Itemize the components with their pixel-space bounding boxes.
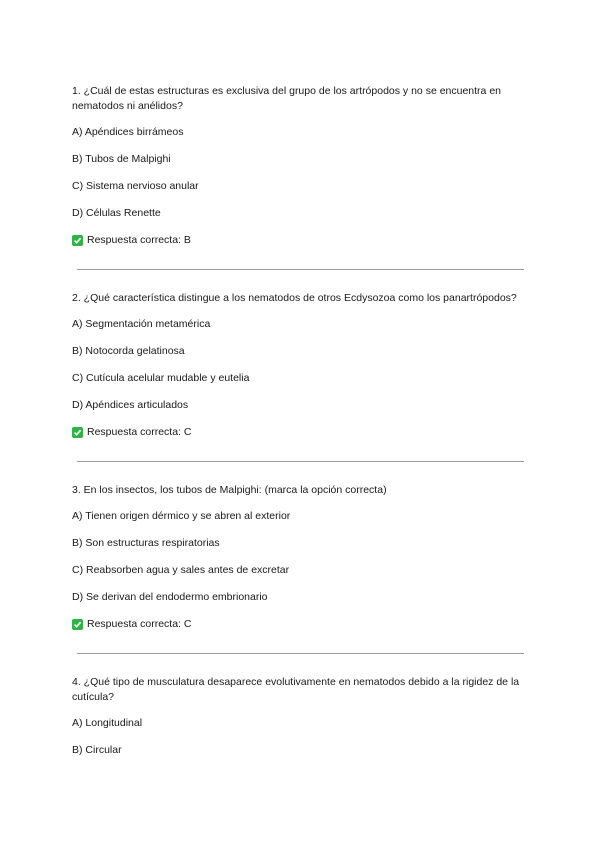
option-b: B) Tubos de Malpighi	[72, 153, 171, 165]
check-mark-icon	[72, 427, 83, 438]
question-4	[72, 675, 528, 758]
check-mark-icon	[72, 235, 83, 246]
option-a: A) Apéndices birrámeos	[72, 126, 184, 138]
correct-answer	[72, 233, 528, 248]
question-text: 2. ¿Qué característica distingue a los nematodos de otros Ecdysozoa como los panartrópodos?	[72, 292, 517, 304]
option-b: B) Notocorda gelatinosa	[72, 345, 185, 357]
question-text: 3. En los insectos, los tubos de Malpighi: (marca la opción correcta)	[72, 484, 387, 496]
option-b: B) Son estructuras respiratorias	[72, 537, 220, 549]
correct-answer-text: Respuesta correcta: C	[87, 618, 192, 630]
option-c: C) Sistema nervioso anular	[72, 180, 199, 192]
question-text: 1. ¿Cuál de estas estructuras es exclusiva del grupo de los artrópodos y no se encuentra en nematodos ni anélidos?	[72, 85, 501, 112]
correct-answer-text: Respuesta correcta: C	[87, 426, 192, 438]
option-a: A) Segmentación metamérica	[72, 318, 211, 330]
divider	[77, 461, 524, 462]
option-b: B) Circular	[72, 744, 122, 756]
option-a: A) Longitudinal	[72, 717, 143, 729]
option-d: D) Células Renette	[72, 207, 161, 219]
option-c: C) Cutícula acelular mudable y eutelia	[72, 372, 250, 384]
option-c: C) Reabsorben agua y sales antes de excretar	[72, 564, 290, 576]
divider	[77, 653, 524, 654]
question-text: 4. ¿Qué tipo de musculatura desaparece evolutivamente en nematodos debido a la rigidez de la cutícula?	[72, 676, 520, 703]
document-page	[72, 84, 528, 770]
correct-answer	[72, 617, 528, 632]
divider	[77, 269, 524, 270]
question-2	[72, 291, 528, 440]
option-a: A) Tienen origen dérmico y se abren al exterior	[72, 510, 291, 522]
question-3	[72, 483, 528, 632]
correct-answer-text: Respuesta correcta: B	[87, 234, 191, 246]
option-d: D) Se derivan del endodermo embrionario	[72, 591, 268, 603]
check-mark-icon	[72, 619, 83, 630]
correct-answer	[72, 425, 528, 440]
option-d: D) Apéndices articulados	[72, 399, 189, 411]
question-1	[72, 84, 528, 248]
